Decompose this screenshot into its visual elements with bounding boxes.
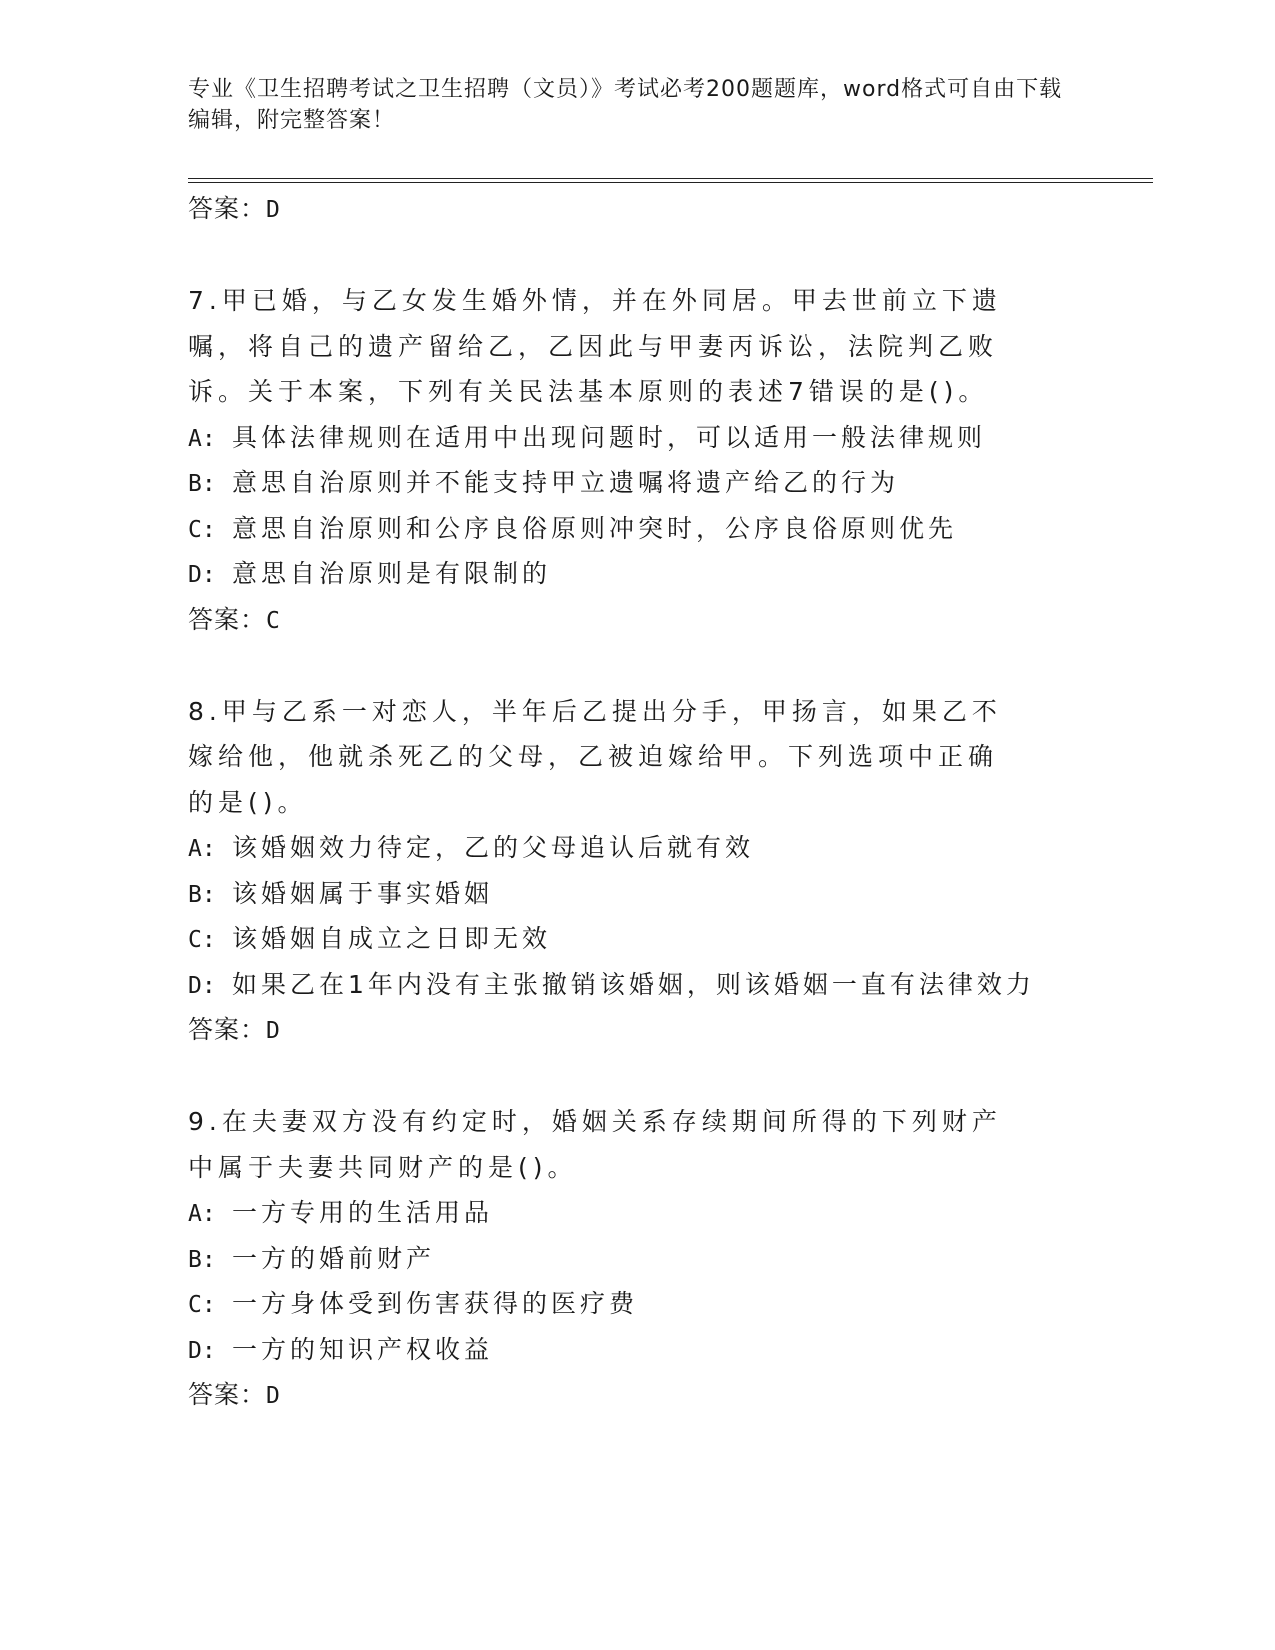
- option-key: B:: [188, 881, 216, 908]
- option-d: [188, 551, 1088, 597]
- option-text: 该婚姻属于事实婚姻: [232, 878, 494, 908]
- answer-label: 答案：: [188, 1015, 267, 1044]
- header-divider-line-double: [188, 182, 1153, 183]
- document-body: [188, 186, 1088, 1418]
- option-key: A:: [188, 425, 216, 452]
- answer-line: [188, 1372, 1088, 1418]
- option-key: D:: [188, 562, 216, 588]
- option-c: [188, 506, 1088, 552]
- option-text: 意思自治原则是有限制的: [232, 559, 552, 588]
- question-text: 9.在夫妻双方没有约定时，婚姻关系存续期间所得的下列财产中属于夫妻共同财产的是()。: [188, 1107, 1002, 1182]
- answer-line: [188, 186, 1088, 232]
- option-key: B:: [188, 1246, 216, 1273]
- option-c: [188, 1281, 1088, 1327]
- option-key: C:: [188, 927, 216, 953]
- question-text: 7.甲已婚，与乙女发生婚外情，并在外同居。甲去世前立下遗嘱，将自己的遗产留给乙，乙因此与甲妻丙诉讼，法院判乙败诉。关于本案，下列有关民法基本原则的表述7错误的是()。: [188, 286, 1002, 406]
- option-d: [188, 1327, 1088, 1373]
- answer-value: D: [266, 197, 281, 223]
- option-key: A:: [188, 1201, 216, 1227]
- option-b: [188, 1236, 1088, 1282]
- option-text: 一方专用的生活用品: [232, 1198, 494, 1227]
- question-block: [188, 1099, 1088, 1418]
- option-key: D:: [188, 972, 216, 999]
- question-block: [188, 689, 1088, 1054]
- option-text: 一方的知识产权收益: [232, 1334, 494, 1364]
- answer-line: [188, 1007, 1088, 1053]
- option-text: 该婚姻效力待定，乙的父母追认后就有效: [232, 833, 755, 862]
- option-b: [188, 871, 1088, 917]
- option-text: 一方的婚前财产: [232, 1243, 436, 1273]
- option-a: [188, 1190, 1088, 1236]
- header-divider-line: [188, 178, 1153, 179]
- option-key: D:: [188, 1337, 216, 1364]
- question-block: [188, 278, 1088, 643]
- document-header: 专业《卫生招聘考试之卫生招聘（文员）》考试必考200题题库，word格式可自由下载编辑，附完整答案！: [188, 77, 1063, 133]
- answer-label: 答案：: [188, 194, 267, 223]
- answer-value: D: [266, 1383, 281, 1409]
- option-text: 如果乙在1年内没有主张撤销该婚姻，则该婚姻一直有法律效力: [232, 969, 1035, 999]
- answer-label: 答案：: [188, 1380, 267, 1409]
- question-text: 8.甲与乙系一对恋人，半年后乙提出分手，甲扬言，如果乙不嫁给他，他就杀死乙的父母，乙被迫嫁给甲。下列选项中正确的是()。: [188, 696, 1002, 817]
- option-text: 意思自治原则并不能支持甲立遗嘱将遗产给乙的行为: [232, 468, 900, 497]
- answer-value: C: [266, 607, 281, 634]
- option-c: [188, 916, 1088, 962]
- option-key: C:: [188, 1292, 216, 1318]
- answer-value: D: [266, 1018, 281, 1044]
- option-a: [188, 825, 1088, 871]
- option-b: [188, 460, 1088, 506]
- option-key: C:: [188, 516, 216, 543]
- answer-line: [188, 597, 1088, 643]
- option-key: B:: [188, 471, 216, 497]
- option-text: 一方身体受到伤害获得的医疗费: [232, 1289, 639, 1318]
- option-key: A:: [188, 836, 216, 862]
- option-a: [188, 415, 1088, 461]
- option-d: [188, 962, 1088, 1008]
- option-text: 具体法律规则在适用中出现问题时，可以适用一般法律规则: [232, 422, 987, 452]
- option-text: 意思自治原则和公序良俗原则冲突时，公序良俗原则优先: [232, 513, 958, 543]
- answer-label: 答案：: [188, 604, 267, 634]
- option-text: 该婚姻自成立之日即无效: [232, 924, 552, 953]
